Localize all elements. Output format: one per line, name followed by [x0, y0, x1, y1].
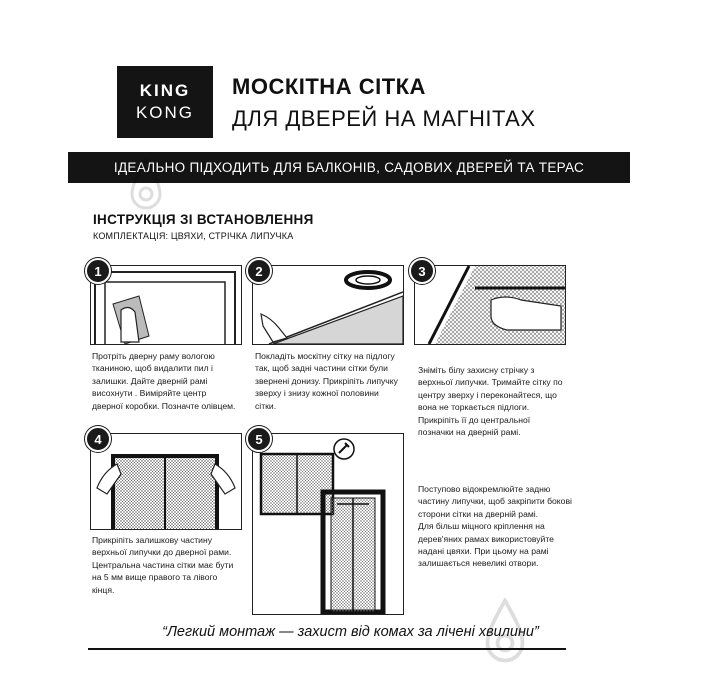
step-5-text: Поступово відокремлюйте задню частину липучки, щоб закріпити бокові сторони сітки на дверній рамі. Для більш міцного кріплення на дерев'яних рамах використовуйте надані цвяхи. При цьому на рамі залишається невеликі отвори. — [418, 484, 572, 569]
brand-logo — [117, 66, 213, 138]
step-1-text: Протріть дверну раму вологою тканиною, щоб видалити пил і залишки. Дайте дверній рамі висохнути . Виміряйте центр дверної коробки. Позначте олівцем. — [92, 351, 236, 411]
step-4-number: 4 — [85, 426, 111, 452]
step-4-text: Прикріпіть залишкову частину верхньої липучки до дверної рами. Центральна частина сітки має бути на 5 мм вище правого та лівого кінця. — [92, 535, 234, 595]
step-3-number: 3 — [409, 258, 435, 284]
instructions-heading: ІНСТРУКЦІЯ ЗІ ВСТАНОВЛЕННЯ — [93, 212, 314, 227]
slogan-underline — [88, 648, 566, 650]
logo-line-1: KING — [139, 81, 191, 100]
step-2-illustration — [252, 265, 404, 345]
step-1-number: 1 — [85, 258, 111, 284]
step-1-illustration — [90, 265, 242, 345]
step-3-text: Зніміть білу захисну стрічку з верхньої липучки. Тримайте сітку по центру зверху і переконайтеся, що вона не торкається підлоги. Прикріпіть її до центральної позначки на дверній рамі. — [418, 365, 563, 438]
product-title: МОСКІТНА СІТКА — [232, 74, 426, 99]
logo-watermark-icon — [128, 158, 164, 214]
hand-illustration — [415, 266, 565, 344]
nail-hammer-icon — [333, 438, 355, 460]
step-2-number: 2 — [246, 258, 272, 284]
step-5-number: 5 — [246, 426, 272, 452]
door-frame-illustration — [91, 434, 241, 529]
usage-banner: ІДЕАЛЬНО ПІДХОДИТЬ ДЛЯ БАЛКОНІВ, САДОВИХ ДВЕРЕЙ ТА ТЕРАС — [68, 152, 630, 183]
step-3-illustration — [414, 265, 566, 345]
step-5-illustration — [252, 433, 404, 615]
door-frame-illustration — [91, 266, 241, 344]
kit-contents: КОМПЛЕКТАЦІЯ: ЦВЯХИ, СТРІЧКА ЛИПУЧКА — [93, 231, 294, 241]
door-frame-illustration — [253, 434, 403, 614]
logo-line-2: KONG — [135, 103, 195, 122]
step-4-illustration — [90, 433, 242, 530]
step-2-text: Покладіть москітну сітку на підлогу так, щоб задні частини сітки були звернені донизу. Прикріпіть липучку зверху і знизу кожної половини сітки. — [255, 351, 398, 411]
slogan: “Легкий монтаж — захист від комах за лічені хвилини” — [162, 624, 539, 640]
tape-roll-illustration — [253, 266, 403, 344]
product-subtitle: ДЛЯ ДВЕРЕЙ НА МАГНІТАХ — [232, 106, 536, 131]
